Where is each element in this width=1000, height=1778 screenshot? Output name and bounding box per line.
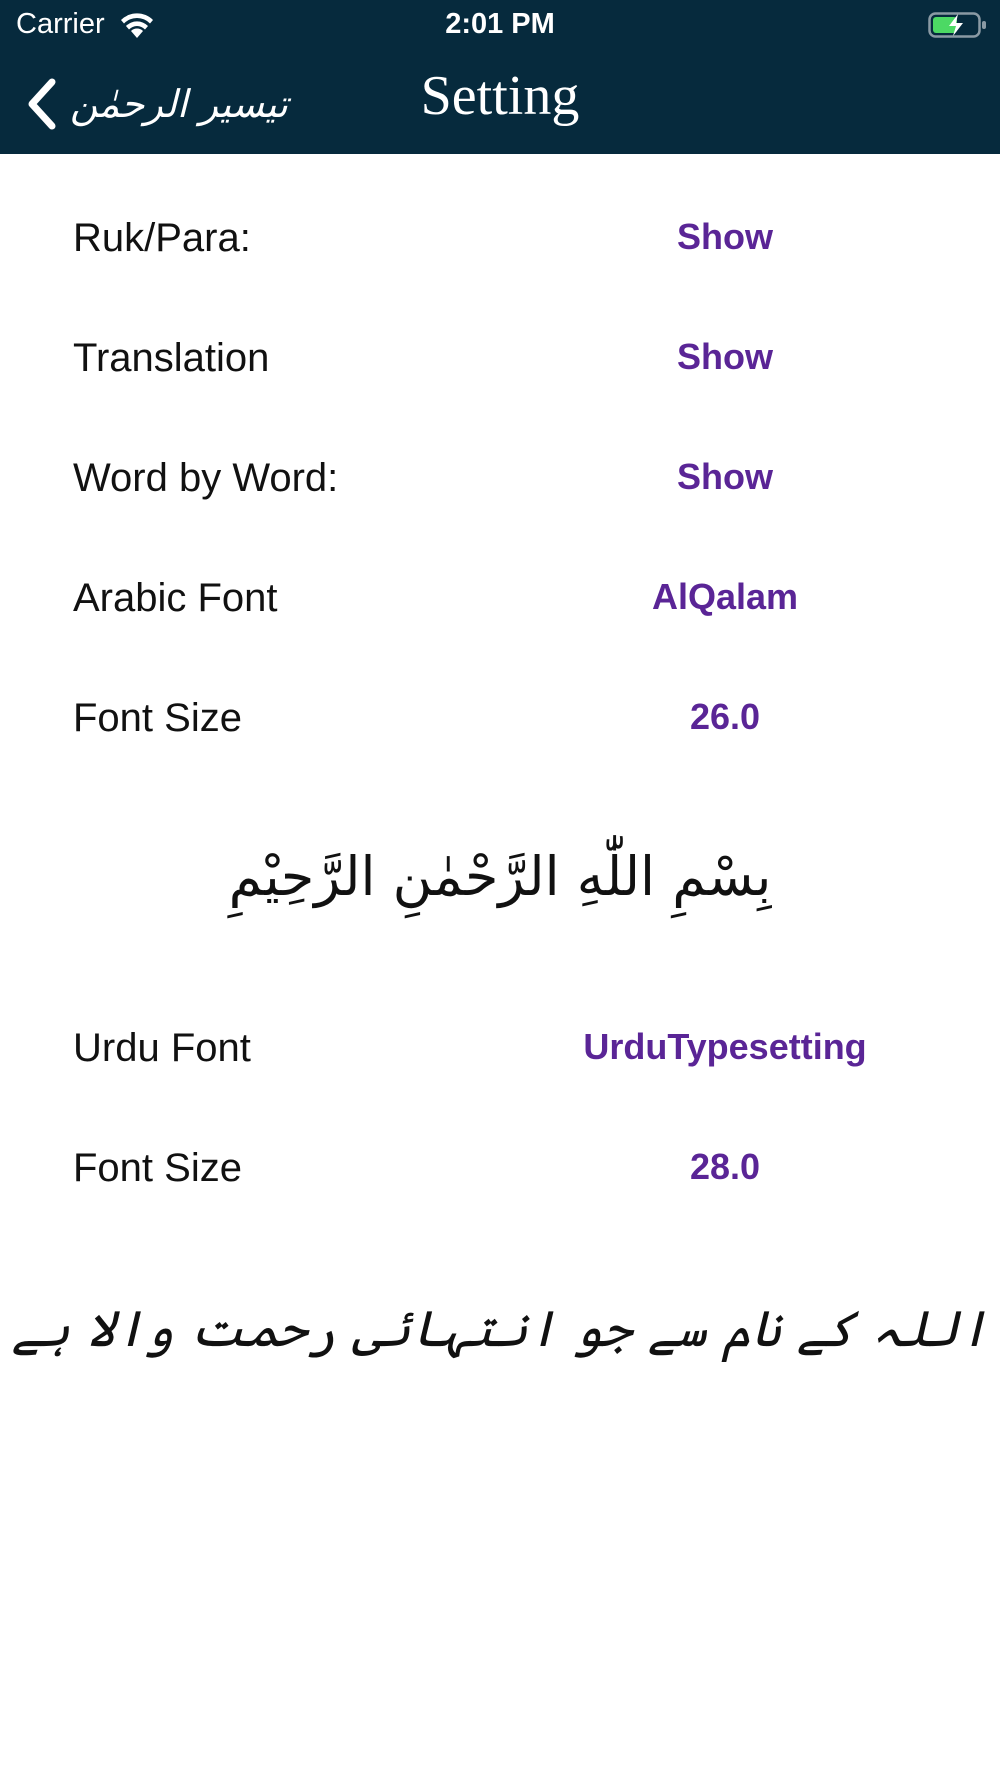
arabic-font-preview: بِسْمِ اللّٰهِ الرَّحْمٰنِ الرَّحِيْمِ — [228, 845, 772, 908]
urdu-font-select-button[interactable]: UrduTypesetting — [583, 1026, 867, 1067]
translation-label: Translation — [73, 336, 270, 380]
status-bar — [0, 0, 1000, 52]
status-time: 2:01 PM — [445, 8, 555, 40]
arabic-font-size-button[interactable]: 26.0 — [689, 696, 761, 737]
ruk-para-label: Ruk/Para: — [73, 216, 251, 260]
setting-row-urdu-font — [0, 1000, 1000, 1100]
setting-row-word-by-word — [0, 430, 1000, 530]
arabic-font-select-button[interactable]: AlQalam — [651, 576, 799, 617]
navigation-bar — [0, 52, 1000, 154]
ruk-para-toggle-button[interactable]: Show — [677, 216, 773, 257]
word-by-word-toggle-button[interactable]: Show — [677, 456, 773, 497]
back-button-label: تیسیر الرحمٰن — [70, 82, 288, 126]
page-title: Setting — [420, 65, 580, 127]
battery-charging-icon — [928, 10, 988, 40]
urdu-font-size-button[interactable]: 28.0 — [689, 1146, 761, 1187]
urdu-font-preview: اللہ کے نام سے جو انتہائی رحمت والا ہے — [11, 1300, 989, 1358]
setting-row-translation — [0, 310, 1000, 410]
carrier-name: Carrier — [16, 8, 105, 40]
urdu-font-label: Urdu Font — [73, 1026, 251, 1070]
arabic-font-label: Arabic Font — [73, 576, 278, 620]
urdu-font-size-label: Font Size — [73, 1146, 242, 1190]
setting-row-urdu-font-size — [0, 1120, 1000, 1220]
word-by-word-label: Word by Word: — [73, 456, 339, 500]
setting-row-arabic-font-size — [0, 670, 1000, 770]
setting-row-ruk-para — [0, 190, 1000, 290]
translation-toggle-button[interactable]: Show — [677, 336, 773, 377]
arabic-font-size-label: Font Size — [73, 696, 242, 740]
setting-row-arabic-font — [0, 550, 1000, 650]
app-header — [0, 0, 1000, 154]
